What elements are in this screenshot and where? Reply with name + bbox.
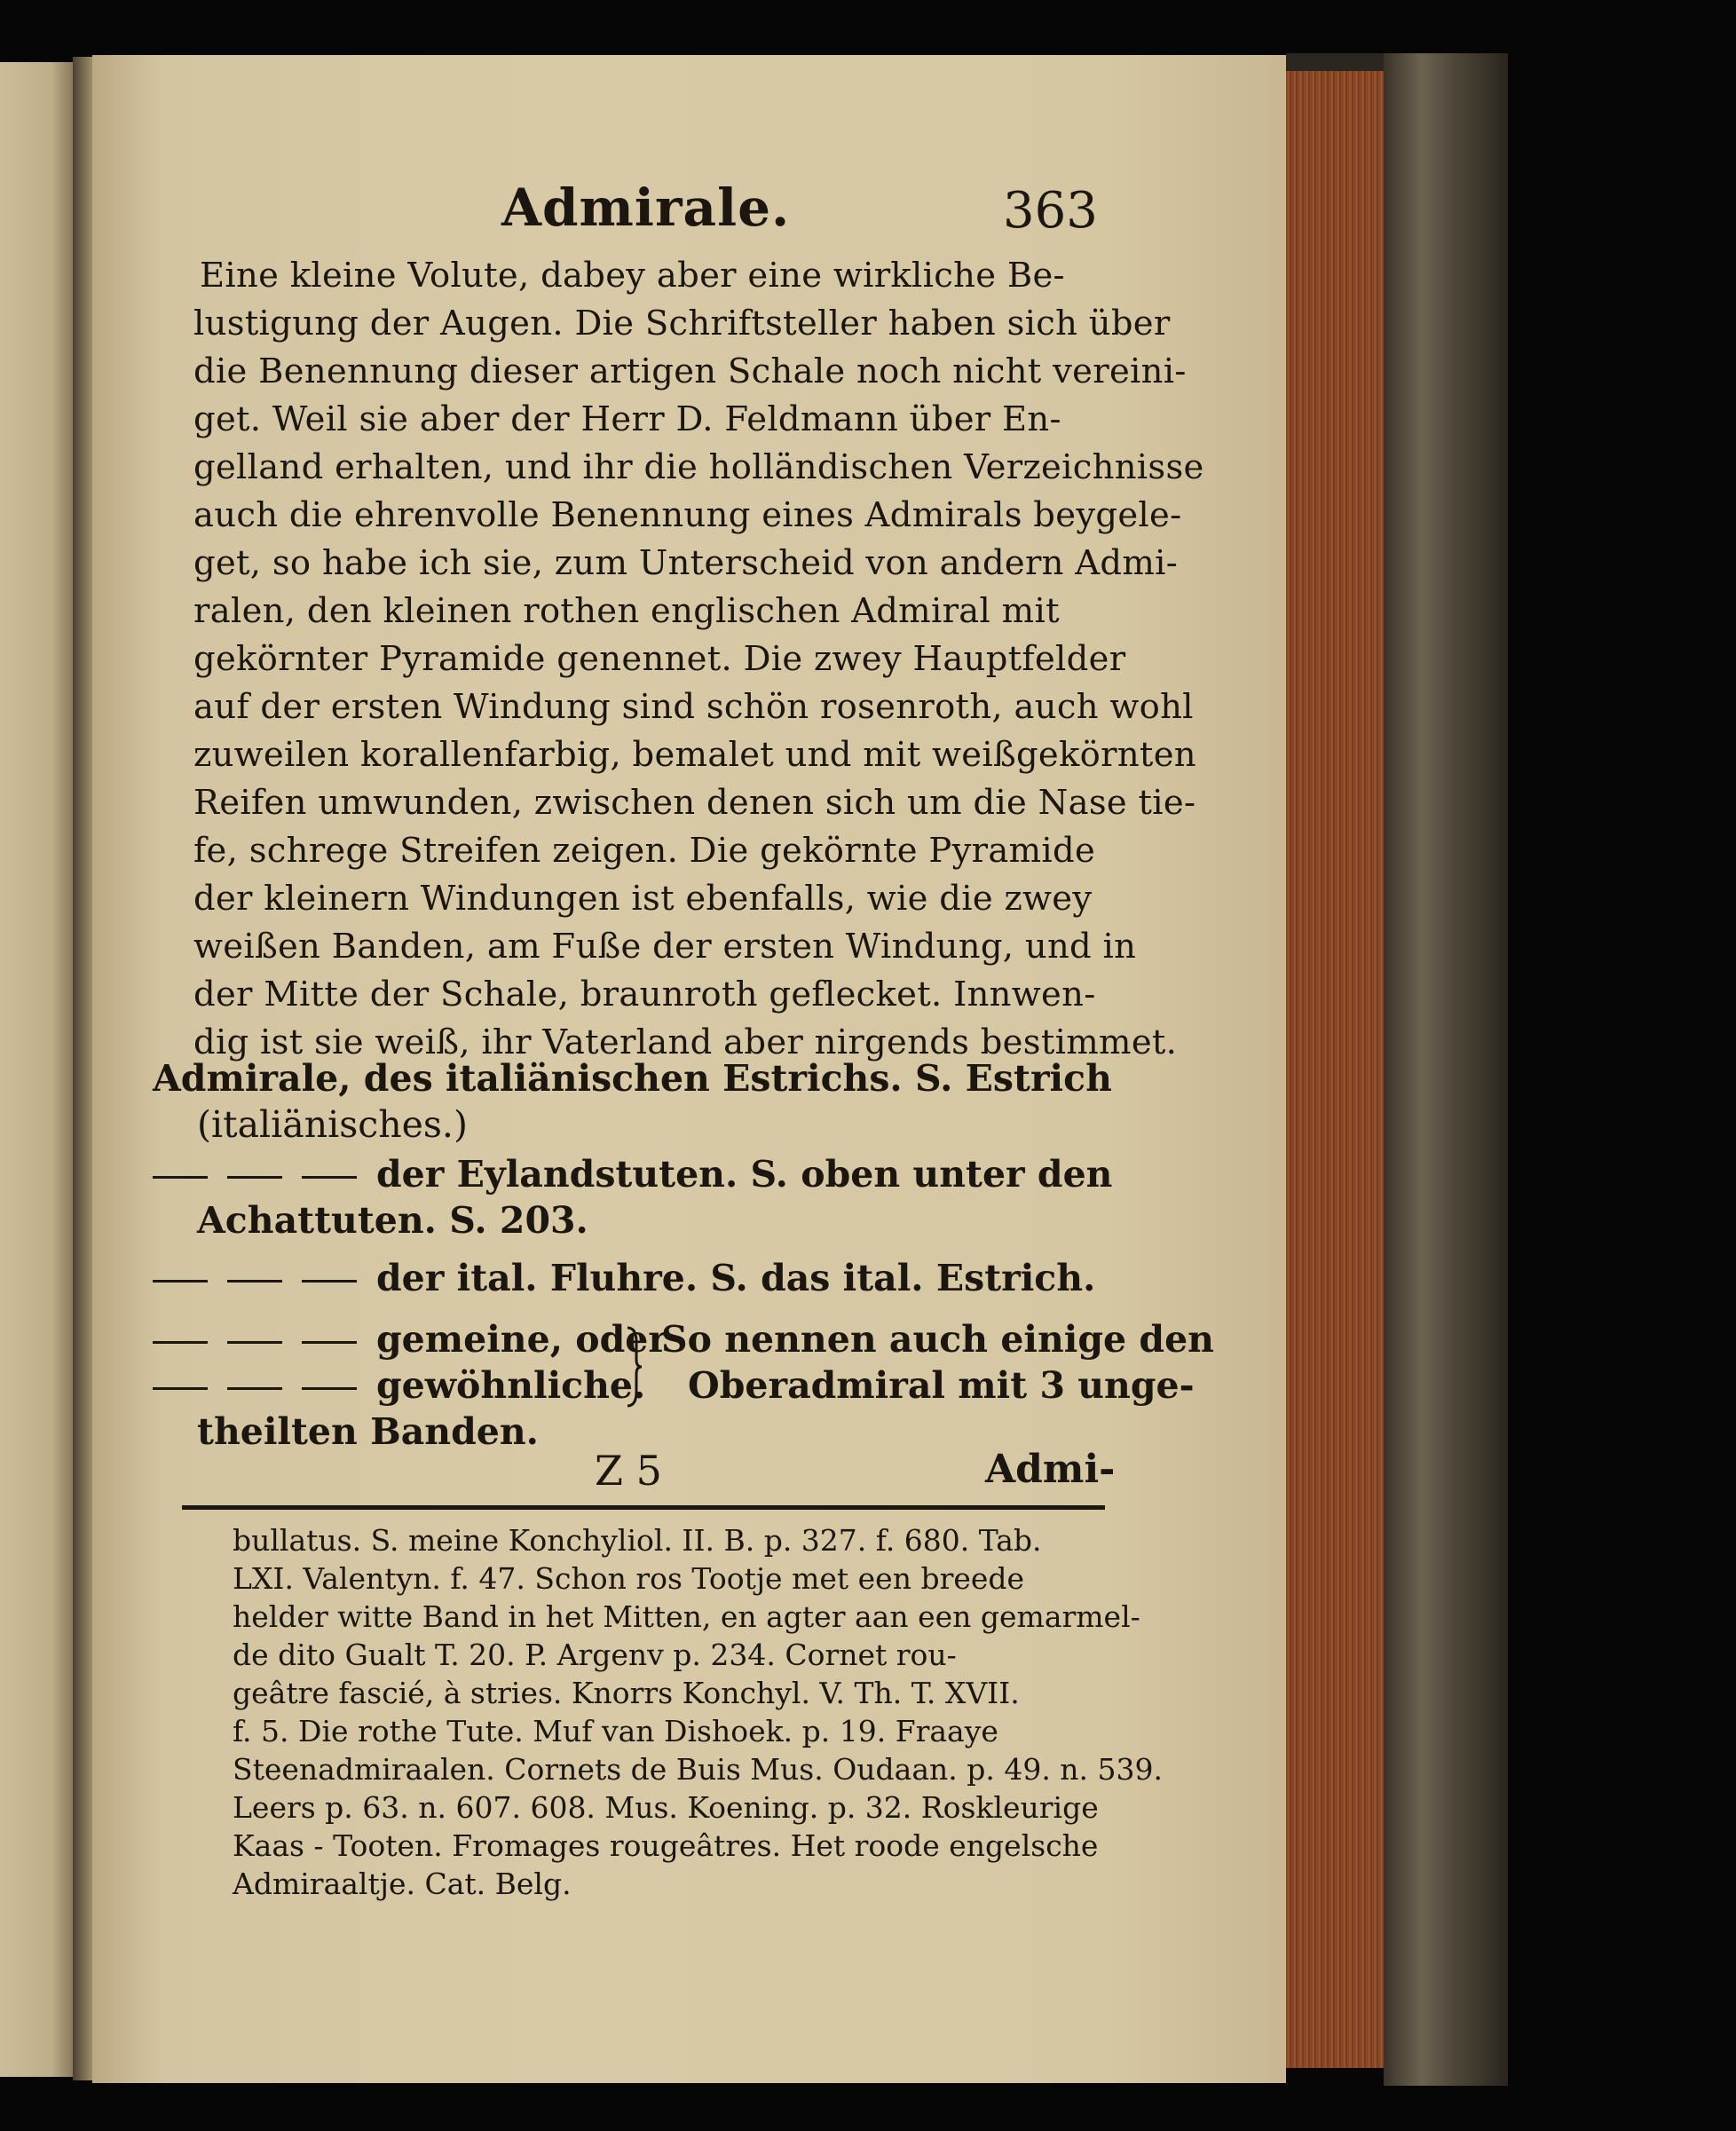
body-line: Reifen umwunden, zwischen denen sich um die Nase tie- [193, 783, 1196, 823]
entry-heading [153, 1317, 667, 1361]
footnote-rule [182, 1505, 1105, 1510]
ditto-dash [153, 1280, 208, 1283]
body-line: die Benennung dieser artigen Schale noch nicht vereini- [193, 351, 1187, 391]
footnote-line: geâtre fascié, à stries. Knorrs Konchyl. V. Th. T. XVII. [233, 1676, 1020, 1710]
ditto-dash [227, 1341, 282, 1344]
curly-brace-icon [626, 1324, 643, 1409]
ditto-dash [153, 1176, 208, 1179]
ditto-dash [302, 1176, 357, 1179]
body-line: dig ist sie weiß, ihr Vaterland aber nirgends bestimmet. [193, 1022, 1178, 1062]
body-line: auf der ersten Windung sind schön rosenroth, auch wohl [193, 687, 1194, 727]
footnote-line: Kaas - Tooten. Fromages rougeâtres. Het roode engelsche [233, 1828, 1099, 1863]
entry-continuation: Achattuten. S. 203. [197, 1199, 588, 1242]
entry-continuation: theilten Banden. [197, 1410, 539, 1453]
entry-gloss: So nennen auch einige den [661, 1318, 1214, 1361]
entry-text: gewöhnliche. [376, 1364, 646, 1407]
body-line: gelland erhalten, und ihr die holländischen Verzeichnisse [193, 447, 1204, 487]
footnote-line: Steenadmiraalen. Cornets de Buis Mus. Oudaan. p. 49. n. 539. [233, 1752, 1164, 1787]
ditto-dash [227, 1280, 282, 1283]
footnote-line: LXI. Valentyn. f. 47. Schon ros Tootje met een breede [233, 1561, 1025, 1596]
footnote-line: helder witte Band in het Mitten, en agter aan een gemarmel- [233, 1599, 1140, 1634]
entry-text: der Eylandstuten. S. oben unter den [376, 1153, 1113, 1196]
ditto-dash [302, 1341, 357, 1344]
page-number: 363 [1003, 182, 1098, 240]
signature-mark: Z 5 [595, 1447, 662, 1495]
body-line: weißen Banden, am Fuße der ersten Windung, und in [193, 927, 1137, 967]
body-line: gekörnter Pyramide genennet. Die zwey Hauptfelder [193, 639, 1126, 679]
body-line: Eine kleine Volute, dabey aber eine wirkliche Be- [200, 256, 1065, 296]
body-line: ralen, den kleinen rothen englischen Admiral mit [193, 591, 1060, 631]
body-line: auch die ehrenvolle Benennung eines Admirals beygele- [193, 495, 1182, 535]
entry-text: der ital. Fluhre. S. das ital. Estrich. [376, 1257, 1096, 1299]
running-title: Admirale. [501, 178, 791, 238]
entry-heading [153, 1363, 645, 1408]
footnote-line: Admiraaltje. Cat. Belg. [233, 1867, 572, 1901]
footnote-line: Leers p. 63. n. 607. 608. Mus. Koening. p. 32. Roskleurige [233, 1790, 1099, 1825]
body-line: zuweilen korallenfarbig, bemalet und mit weißgekörnten [193, 735, 1196, 775]
entry-continuation: (italiänisches.) [197, 1103, 468, 1146]
body-line: get, so habe ich sie, zum Unterscheid von andern Admi- [193, 543, 1179, 583]
ditto-dash [227, 1387, 282, 1390]
entry-heading: Admirale, des italiänischen Estrichs. S. Estrich [153, 1057, 1112, 1100]
body-line: lustigung der Augen. Die Schriftsteller haben sich über [193, 304, 1171, 343]
entry-gloss: Oberadmiral mit 3 unge- [688, 1364, 1195, 1407]
ditto-dash [302, 1387, 357, 1390]
footnote-line: de dito Gualt T. 20. P. Argenv p. 234. Cornet rou- [233, 1638, 957, 1672]
ditto-dash [153, 1387, 208, 1390]
body-line: der kleinern Windungen ist ebenfalls, wie die zwey [193, 879, 1093, 919]
body-line: fe, schrege Streifen zeigen. Die gekörnte Pyramide [193, 831, 1096, 871]
catchword: Admi- [985, 1447, 1116, 1492]
footnote-line: bullatus. S. meine Konchyliol. II. B. p. 327. f. 680. Tab. [233, 1523, 1042, 1558]
entry-heading [153, 1256, 1095, 1300]
ditto-dash [153, 1341, 208, 1344]
ditto-dash [227, 1176, 282, 1179]
ditto-dash [302, 1280, 357, 1283]
body-line: get. Weil sie aber der Herr D. Feldmann über En- [193, 399, 1061, 439]
entry-text: gemeine, oder [376, 1318, 667, 1361]
footnote-line: f. 5. Die rothe Tute. Muf van Dishoek. p. 19. Fraaye [233, 1714, 998, 1748]
entry-heading [153, 1152, 1113, 1196]
body-line: der Mitte der Schale, braunroth geflecket. Innwen- [193, 975, 1096, 1014]
